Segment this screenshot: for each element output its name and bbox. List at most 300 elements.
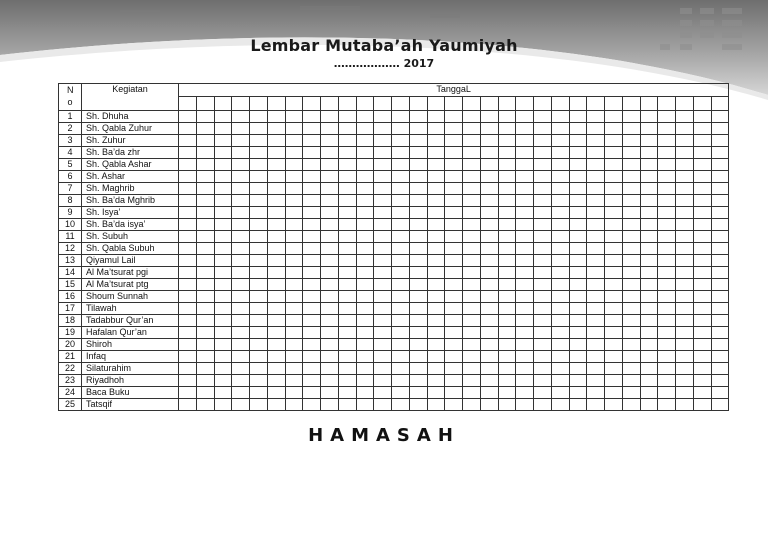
check-cell[interactable] bbox=[551, 255, 569, 267]
check-cell[interactable] bbox=[498, 159, 516, 171]
check-cell[interactable] bbox=[622, 315, 640, 327]
check-cell[interactable] bbox=[321, 147, 339, 159]
check-cell[interactable] bbox=[676, 363, 694, 375]
check-cell[interactable] bbox=[640, 315, 658, 327]
check-cell[interactable] bbox=[658, 255, 676, 267]
check-cell[interactable] bbox=[196, 363, 214, 375]
check-cell[interactable] bbox=[427, 231, 445, 243]
check-cell[interactable] bbox=[250, 375, 268, 387]
check-cell[interactable] bbox=[445, 111, 463, 123]
check-cell[interactable] bbox=[640, 183, 658, 195]
check-cell[interactable] bbox=[569, 351, 587, 363]
check-cell[interactable] bbox=[693, 399, 711, 411]
check-cell[interactable] bbox=[356, 267, 374, 279]
check-cell[interactable] bbox=[356, 147, 374, 159]
check-cell[interactable] bbox=[711, 387, 729, 399]
check-cell[interactable] bbox=[605, 135, 623, 147]
check-cell[interactable] bbox=[569, 111, 587, 123]
check-cell[interactable] bbox=[267, 111, 285, 123]
check-cell[interactable] bbox=[640, 159, 658, 171]
check-cell[interactable] bbox=[250, 315, 268, 327]
check-cell[interactable] bbox=[338, 183, 356, 195]
check-cell[interactable] bbox=[534, 183, 552, 195]
check-cell[interactable] bbox=[338, 279, 356, 291]
check-cell[interactable] bbox=[480, 123, 498, 135]
check-cell[interactable] bbox=[551, 111, 569, 123]
check-cell[interactable] bbox=[267, 339, 285, 351]
check-cell[interactable] bbox=[551, 123, 569, 135]
check-cell[interactable] bbox=[516, 303, 534, 315]
check-cell[interactable] bbox=[711, 327, 729, 339]
check-cell[interactable] bbox=[463, 351, 481, 363]
check-cell[interactable] bbox=[622, 123, 640, 135]
check-cell[interactable] bbox=[250, 387, 268, 399]
check-cell[interactable] bbox=[587, 387, 605, 399]
check-cell[interactable] bbox=[338, 135, 356, 147]
check-cell[interactable] bbox=[640, 375, 658, 387]
check-cell[interactable] bbox=[392, 159, 410, 171]
check-cell[interactable] bbox=[498, 279, 516, 291]
check-cell[interactable] bbox=[516, 279, 534, 291]
check-cell[interactable] bbox=[392, 243, 410, 255]
check-cell[interactable] bbox=[179, 255, 197, 267]
check-cell[interactable] bbox=[551, 183, 569, 195]
check-cell[interactable] bbox=[179, 399, 197, 411]
check-cell[interactable] bbox=[658, 219, 676, 231]
check-cell[interactable] bbox=[232, 123, 250, 135]
check-cell[interactable] bbox=[480, 399, 498, 411]
check-cell[interactable] bbox=[605, 387, 623, 399]
check-cell[interactable] bbox=[587, 159, 605, 171]
check-cell[interactable] bbox=[463, 231, 481, 243]
check-cell[interactable] bbox=[321, 387, 339, 399]
check-cell[interactable] bbox=[534, 303, 552, 315]
check-cell[interactable] bbox=[392, 279, 410, 291]
check-cell[interactable] bbox=[587, 351, 605, 363]
check-cell[interactable] bbox=[232, 111, 250, 123]
check-cell[interactable] bbox=[463, 111, 481, 123]
check-cell[interactable] bbox=[463, 339, 481, 351]
check-cell[interactable] bbox=[303, 339, 321, 351]
check-cell[interactable] bbox=[338, 351, 356, 363]
check-cell[interactable] bbox=[392, 171, 410, 183]
check-cell[interactable] bbox=[622, 399, 640, 411]
check-cell[interactable] bbox=[409, 147, 427, 159]
check-cell[interactable] bbox=[214, 327, 232, 339]
check-cell[interactable] bbox=[267, 291, 285, 303]
check-cell[interactable] bbox=[196, 231, 214, 243]
check-cell[interactable] bbox=[516, 147, 534, 159]
check-cell[interactable] bbox=[516, 291, 534, 303]
check-cell[interactable] bbox=[285, 123, 303, 135]
check-cell[interactable] bbox=[587, 315, 605, 327]
check-cell[interactable] bbox=[196, 243, 214, 255]
check-cell[interactable] bbox=[285, 375, 303, 387]
check-cell[interactable] bbox=[374, 219, 392, 231]
check-cell[interactable] bbox=[196, 387, 214, 399]
check-cell[interactable] bbox=[392, 351, 410, 363]
check-cell[interactable] bbox=[427, 327, 445, 339]
check-cell[interactable] bbox=[250, 399, 268, 411]
check-cell[interactable] bbox=[196, 159, 214, 171]
check-cell[interactable] bbox=[250, 291, 268, 303]
check-cell[interactable] bbox=[480, 159, 498, 171]
check-cell[interactable] bbox=[356, 183, 374, 195]
check-cell[interactable] bbox=[640, 267, 658, 279]
check-cell[interactable] bbox=[658, 267, 676, 279]
check-cell[interactable] bbox=[605, 123, 623, 135]
check-cell[interactable] bbox=[338, 219, 356, 231]
check-cell[interactable] bbox=[321, 267, 339, 279]
check-cell[interactable] bbox=[622, 279, 640, 291]
check-cell[interactable] bbox=[605, 195, 623, 207]
check-cell[interactable] bbox=[409, 171, 427, 183]
check-cell[interactable] bbox=[374, 123, 392, 135]
check-cell[interactable] bbox=[427, 255, 445, 267]
check-cell[interactable] bbox=[427, 183, 445, 195]
check-cell[interactable] bbox=[267, 195, 285, 207]
check-cell[interactable] bbox=[303, 291, 321, 303]
check-cell[interactable] bbox=[534, 315, 552, 327]
check-cell[interactable] bbox=[321, 291, 339, 303]
check-cell[interactable] bbox=[534, 147, 552, 159]
check-cell[interactable] bbox=[250, 339, 268, 351]
check-cell[interactable] bbox=[711, 195, 729, 207]
check-cell[interactable] bbox=[232, 231, 250, 243]
check-cell[interactable] bbox=[498, 111, 516, 123]
check-cell[interactable] bbox=[516, 399, 534, 411]
check-cell[interactable] bbox=[356, 207, 374, 219]
check-cell[interactable] bbox=[480, 195, 498, 207]
check-cell[interactable] bbox=[409, 219, 427, 231]
check-cell[interactable] bbox=[427, 315, 445, 327]
check-cell[interactable] bbox=[587, 171, 605, 183]
check-cell[interactable] bbox=[480, 267, 498, 279]
check-cell[interactable] bbox=[179, 327, 197, 339]
check-cell[interactable] bbox=[196, 219, 214, 231]
check-cell[interactable] bbox=[498, 183, 516, 195]
check-cell[interactable] bbox=[250, 195, 268, 207]
check-cell[interactable] bbox=[676, 147, 694, 159]
check-cell[interactable] bbox=[622, 387, 640, 399]
check-cell[interactable] bbox=[392, 231, 410, 243]
check-cell[interactable] bbox=[676, 399, 694, 411]
check-cell[interactable] bbox=[463, 123, 481, 135]
check-cell[interactable] bbox=[658, 279, 676, 291]
check-cell[interactable] bbox=[463, 171, 481, 183]
check-cell[interactable] bbox=[445, 315, 463, 327]
check-cell[interactable] bbox=[196, 195, 214, 207]
check-cell[interactable] bbox=[534, 387, 552, 399]
check-cell[interactable] bbox=[676, 111, 694, 123]
check-cell[interactable] bbox=[392, 375, 410, 387]
check-cell[interactable] bbox=[338, 267, 356, 279]
check-cell[interactable] bbox=[321, 327, 339, 339]
check-cell[interactable] bbox=[338, 255, 356, 267]
check-cell[interactable] bbox=[693, 183, 711, 195]
check-cell[interactable] bbox=[587, 195, 605, 207]
check-cell[interactable] bbox=[196, 255, 214, 267]
check-cell[interactable] bbox=[250, 363, 268, 375]
check-cell[interactable] bbox=[693, 123, 711, 135]
check-cell[interactable] bbox=[427, 291, 445, 303]
check-cell[interactable] bbox=[285, 303, 303, 315]
check-cell[interactable] bbox=[196, 279, 214, 291]
check-cell[interactable] bbox=[321, 279, 339, 291]
check-cell[interactable] bbox=[392, 147, 410, 159]
check-cell[interactable] bbox=[303, 219, 321, 231]
check-cell[interactable] bbox=[285, 147, 303, 159]
check-cell[interactable] bbox=[409, 123, 427, 135]
check-cell[interactable] bbox=[463, 207, 481, 219]
check-cell[interactable] bbox=[676, 171, 694, 183]
check-cell[interactable] bbox=[232, 219, 250, 231]
check-cell[interactable] bbox=[605, 375, 623, 387]
check-cell[interactable] bbox=[303, 387, 321, 399]
check-cell[interactable] bbox=[534, 111, 552, 123]
check-cell[interactable] bbox=[374, 363, 392, 375]
check-cell[interactable] bbox=[214, 171, 232, 183]
check-cell[interactable] bbox=[409, 327, 427, 339]
check-cell[interactable] bbox=[551, 159, 569, 171]
check-cell[interactable] bbox=[463, 147, 481, 159]
check-cell[interactable] bbox=[480, 291, 498, 303]
check-cell[interactable] bbox=[569, 363, 587, 375]
check-cell[interactable] bbox=[498, 267, 516, 279]
check-cell[interactable] bbox=[463, 375, 481, 387]
check-cell[interactable] bbox=[569, 291, 587, 303]
check-cell[interactable] bbox=[622, 195, 640, 207]
check-cell[interactable] bbox=[321, 111, 339, 123]
check-cell[interactable] bbox=[409, 243, 427, 255]
check-cell[interactable] bbox=[569, 387, 587, 399]
check-cell[interactable] bbox=[463, 363, 481, 375]
check-cell[interactable] bbox=[214, 219, 232, 231]
check-cell[interactable] bbox=[605, 219, 623, 231]
check-cell[interactable] bbox=[463, 327, 481, 339]
check-cell[interactable] bbox=[232, 291, 250, 303]
check-cell[interactable] bbox=[480, 147, 498, 159]
check-cell[interactable] bbox=[516, 387, 534, 399]
check-cell[interactable] bbox=[196, 399, 214, 411]
check-cell[interactable] bbox=[179, 171, 197, 183]
check-cell[interactable] bbox=[463, 291, 481, 303]
check-cell[interactable] bbox=[250, 111, 268, 123]
check-cell[interactable] bbox=[374, 387, 392, 399]
check-cell[interactable] bbox=[605, 315, 623, 327]
check-cell[interactable] bbox=[250, 303, 268, 315]
check-cell[interactable] bbox=[179, 363, 197, 375]
check-cell[interactable] bbox=[232, 135, 250, 147]
check-cell[interactable] bbox=[445, 267, 463, 279]
check-cell[interactable] bbox=[676, 255, 694, 267]
check-cell[interactable] bbox=[392, 291, 410, 303]
check-cell[interactable] bbox=[693, 315, 711, 327]
check-cell[interactable] bbox=[605, 183, 623, 195]
check-cell[interactable] bbox=[285, 291, 303, 303]
check-cell[interactable] bbox=[214, 375, 232, 387]
check-cell[interactable] bbox=[605, 327, 623, 339]
check-cell[interactable] bbox=[179, 303, 197, 315]
check-cell[interactable] bbox=[267, 279, 285, 291]
check-cell[interactable] bbox=[321, 351, 339, 363]
check-cell[interactable] bbox=[711, 171, 729, 183]
check-cell[interactable] bbox=[676, 315, 694, 327]
check-cell[interactable] bbox=[711, 207, 729, 219]
check-cell[interactable] bbox=[374, 183, 392, 195]
check-cell[interactable] bbox=[569, 303, 587, 315]
check-cell[interactable] bbox=[392, 315, 410, 327]
check-cell[interactable] bbox=[338, 291, 356, 303]
check-cell[interactable] bbox=[303, 351, 321, 363]
check-cell[interactable] bbox=[463, 219, 481, 231]
check-cell[interactable] bbox=[676, 279, 694, 291]
check-cell[interactable] bbox=[232, 255, 250, 267]
check-cell[interactable] bbox=[232, 303, 250, 315]
check-cell[interactable] bbox=[551, 363, 569, 375]
check-cell[interactable] bbox=[551, 231, 569, 243]
check-cell[interactable] bbox=[356, 135, 374, 147]
check-cell[interactable] bbox=[640, 303, 658, 315]
check-cell[interactable] bbox=[587, 147, 605, 159]
check-cell[interactable] bbox=[338, 171, 356, 183]
check-cell[interactable] bbox=[693, 195, 711, 207]
check-cell[interactable] bbox=[392, 339, 410, 351]
check-cell[interactable] bbox=[285, 387, 303, 399]
check-cell[interactable] bbox=[676, 339, 694, 351]
check-cell[interactable] bbox=[214, 267, 232, 279]
check-cell[interactable] bbox=[321, 375, 339, 387]
check-cell[interactable] bbox=[250, 255, 268, 267]
check-cell[interactable] bbox=[534, 339, 552, 351]
check-cell[interactable] bbox=[551, 375, 569, 387]
check-cell[interactable] bbox=[303, 147, 321, 159]
check-cell[interactable] bbox=[374, 195, 392, 207]
check-cell[interactable] bbox=[587, 183, 605, 195]
check-cell[interactable] bbox=[445, 255, 463, 267]
check-cell[interactable] bbox=[179, 339, 197, 351]
check-cell[interactable] bbox=[534, 123, 552, 135]
check-cell[interactable] bbox=[711, 279, 729, 291]
check-cell[interactable] bbox=[445, 243, 463, 255]
check-cell[interactable] bbox=[427, 243, 445, 255]
check-cell[interactable] bbox=[179, 279, 197, 291]
check-cell[interactable] bbox=[676, 159, 694, 171]
check-cell[interactable] bbox=[356, 387, 374, 399]
check-cell[interactable] bbox=[179, 375, 197, 387]
check-cell[interactable] bbox=[622, 111, 640, 123]
check-cell[interactable] bbox=[409, 375, 427, 387]
check-cell[interactable] bbox=[374, 171, 392, 183]
check-cell[interactable] bbox=[658, 135, 676, 147]
check-cell[interactable] bbox=[356, 219, 374, 231]
check-cell[interactable] bbox=[711, 123, 729, 135]
check-cell[interactable] bbox=[569, 147, 587, 159]
check-cell[interactable] bbox=[711, 111, 729, 123]
check-cell[interactable] bbox=[711, 255, 729, 267]
check-cell[interactable] bbox=[640, 327, 658, 339]
check-cell[interactable] bbox=[658, 183, 676, 195]
check-cell[interactable] bbox=[267, 315, 285, 327]
check-cell[interactable] bbox=[409, 351, 427, 363]
check-cell[interactable] bbox=[427, 363, 445, 375]
check-cell[interactable] bbox=[374, 351, 392, 363]
check-cell[interactable] bbox=[392, 183, 410, 195]
check-cell[interactable] bbox=[196, 375, 214, 387]
check-cell[interactable] bbox=[321, 339, 339, 351]
check-cell[interactable] bbox=[676, 219, 694, 231]
check-cell[interactable] bbox=[480, 243, 498, 255]
check-cell[interactable] bbox=[427, 147, 445, 159]
check-cell[interactable] bbox=[640, 231, 658, 243]
check-cell[interactable] bbox=[338, 303, 356, 315]
check-cell[interactable] bbox=[214, 351, 232, 363]
check-cell[interactable] bbox=[534, 195, 552, 207]
check-cell[interactable] bbox=[498, 291, 516, 303]
check-cell[interactable] bbox=[587, 279, 605, 291]
check-cell[interactable] bbox=[569, 315, 587, 327]
check-cell[interactable] bbox=[480, 375, 498, 387]
check-cell[interactable] bbox=[356, 375, 374, 387]
check-cell[interactable] bbox=[516, 111, 534, 123]
check-cell[interactable] bbox=[427, 303, 445, 315]
check-cell[interactable] bbox=[693, 375, 711, 387]
check-cell[interactable] bbox=[392, 363, 410, 375]
check-cell[interactable] bbox=[534, 171, 552, 183]
check-cell[interactable] bbox=[267, 303, 285, 315]
check-cell[interactable] bbox=[640, 387, 658, 399]
check-cell[interactable] bbox=[179, 195, 197, 207]
check-cell[interactable] bbox=[196, 327, 214, 339]
check-cell[interactable] bbox=[409, 111, 427, 123]
check-cell[interactable] bbox=[445, 207, 463, 219]
check-cell[interactable] bbox=[551, 243, 569, 255]
check-cell[interactable] bbox=[605, 171, 623, 183]
check-cell[interactable] bbox=[622, 243, 640, 255]
check-cell[interactable] bbox=[551, 135, 569, 147]
check-cell[interactable] bbox=[498, 315, 516, 327]
check-cell[interactable] bbox=[374, 255, 392, 267]
check-cell[interactable] bbox=[640, 351, 658, 363]
check-cell[interactable] bbox=[463, 255, 481, 267]
check-cell[interactable] bbox=[605, 231, 623, 243]
check-cell[interactable] bbox=[267, 207, 285, 219]
check-cell[interactable] bbox=[356, 159, 374, 171]
check-cell[interactable] bbox=[658, 387, 676, 399]
check-cell[interactable] bbox=[622, 327, 640, 339]
check-cell[interactable] bbox=[285, 339, 303, 351]
check-cell[interactable] bbox=[605, 399, 623, 411]
check-cell[interactable] bbox=[640, 279, 658, 291]
check-cell[interactable] bbox=[374, 315, 392, 327]
check-cell[interactable] bbox=[622, 207, 640, 219]
check-cell[interactable] bbox=[356, 363, 374, 375]
check-cell[interactable] bbox=[196, 267, 214, 279]
check-cell[interactable] bbox=[551, 195, 569, 207]
check-cell[interactable] bbox=[285, 219, 303, 231]
check-cell[interactable] bbox=[338, 147, 356, 159]
check-cell[interactable] bbox=[392, 255, 410, 267]
check-cell[interactable] bbox=[374, 207, 392, 219]
check-cell[interactable] bbox=[267, 351, 285, 363]
check-cell[interactable] bbox=[658, 231, 676, 243]
check-cell[interactable] bbox=[711, 243, 729, 255]
check-cell[interactable] bbox=[480, 183, 498, 195]
check-cell[interactable] bbox=[622, 351, 640, 363]
check-cell[interactable] bbox=[196, 351, 214, 363]
check-cell[interactable] bbox=[303, 327, 321, 339]
check-cell[interactable] bbox=[711, 339, 729, 351]
